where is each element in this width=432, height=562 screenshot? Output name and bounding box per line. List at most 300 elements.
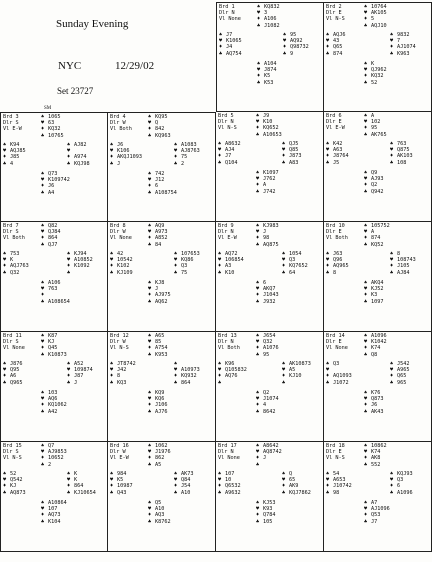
vulnerability-label: Vl None bbox=[218, 455, 240, 461]
date-label: 12/29/02 bbox=[115, 60, 155, 72]
diamond-icon: ♦ bbox=[256, 402, 260, 409]
north-hand bbox=[148, 443, 171, 468]
card-holding: 6 bbox=[263, 280, 267, 286]
spade-icon: ♠ bbox=[364, 170, 368, 176]
heart-icon: ♥ bbox=[148, 286, 152, 293]
west-hand bbox=[110, 142, 142, 167]
card-holding: A7 bbox=[371, 500, 378, 506]
card-holding: A974 bbox=[74, 154, 87, 161]
card-holding: AJ93 bbox=[371, 176, 384, 183]
club-icon: ♣ bbox=[257, 22, 261, 29]
diamond-icon: ♦ bbox=[256, 512, 260, 519]
west-hand bbox=[219, 32, 242, 57]
board-number: Brd 10 bbox=[326, 223, 345, 229]
diamond-icon: ♦ bbox=[110, 483, 114, 490]
card-holding: J1043 bbox=[263, 292, 279, 299]
diamond-icon: ♦ bbox=[41, 402, 45, 409]
card-holding: K10 bbox=[225, 269, 235, 276]
card-holding: J9 bbox=[263, 113, 270, 119]
spade-icon: ♠ bbox=[364, 280, 368, 286]
spade-icon: ♠ bbox=[282, 251, 286, 257]
card-holding: A106 bbox=[48, 280, 61, 286]
card-holding: 98 bbox=[333, 489, 340, 496]
spade-icon: ♠ bbox=[364, 390, 368, 396]
board-header bbox=[3, 443, 22, 461]
club-icon: ♣ bbox=[41, 241, 45, 248]
heart-icon: ♥ bbox=[41, 229, 45, 236]
board-header bbox=[219, 4, 241, 22]
card-holding: K3 bbox=[371, 292, 378, 299]
card-holding: 965 bbox=[397, 379, 407, 386]
card-holding: K87 bbox=[48, 333, 58, 339]
card-holding: AQ9 bbox=[155, 223, 165, 229]
card-holding: J1074 bbox=[263, 396, 279, 403]
west-hand bbox=[3, 361, 23, 386]
club-icon: ♣ bbox=[174, 160, 178, 167]
vulnerability-label: Vl None bbox=[219, 16, 241, 22]
south-hand bbox=[257, 61, 277, 86]
spade-icon: ♠ bbox=[326, 32, 330, 38]
south-hand bbox=[41, 500, 67, 525]
diamond-icon: ♦ bbox=[256, 235, 260, 242]
board-number: Brd 3 bbox=[3, 114, 19, 120]
card-holding: K10 bbox=[263, 119, 273, 126]
card-holding: AQ875 bbox=[263, 241, 279, 248]
spade-icon: ♠ bbox=[174, 142, 178, 148]
club-icon: ♣ bbox=[256, 188, 260, 195]
card-holding: A653 bbox=[333, 477, 346, 484]
card-holding: AK8 bbox=[371, 455, 381, 462]
heart-icon: ♥ bbox=[174, 477, 178, 484]
dealer-label: Dlr S bbox=[3, 339, 19, 345]
dealer-label: Dlr E bbox=[326, 10, 342, 16]
spade-icon: ♠ bbox=[41, 171, 45, 177]
spade-icon: ♠ bbox=[390, 32, 394, 38]
diamond-icon: ♦ bbox=[218, 483, 222, 490]
spade-icon: ♠ bbox=[364, 443, 368, 449]
card-holding: 109874 bbox=[74, 367, 93, 374]
card-holding: KQ7652 bbox=[289, 263, 308, 270]
card-holding: 552 bbox=[371, 461, 381, 468]
north-hand bbox=[256, 223, 279, 248]
card-holding: J876 bbox=[10, 361, 23, 367]
club-icon: ♣ bbox=[256, 518, 260, 525]
card-holding: K953 bbox=[155, 351, 168, 358]
spade-icon: ♠ bbox=[41, 280, 45, 286]
card-holding: A3 bbox=[225, 263, 232, 270]
card-holding: A1076 bbox=[263, 345, 279, 352]
vulnerability-label: Vl Both bbox=[3, 235, 25, 241]
card-holding: Q85 bbox=[289, 147, 299, 154]
card-holding: 742 bbox=[155, 171, 165, 177]
south-hand bbox=[256, 280, 279, 305]
heart-icon: ♥ bbox=[326, 38, 330, 45]
dealer-label: Dlr N bbox=[218, 339, 234, 345]
east-hand bbox=[282, 251, 308, 276]
club-icon: ♣ bbox=[218, 489, 222, 496]
card-holding: 107 bbox=[225, 471, 235, 477]
south-hand bbox=[364, 390, 384, 415]
club-icon: ♣ bbox=[218, 379, 222, 386]
spade-icon: ♠ bbox=[364, 61, 368, 67]
spade-icon: ♠ bbox=[326, 141, 330, 147]
card-holding: 64 bbox=[289, 269, 296, 276]
club-icon: ♣ bbox=[174, 379, 178, 386]
diamond-icon: ♦ bbox=[364, 73, 368, 80]
diamond-icon: ♦ bbox=[148, 235, 152, 242]
diamond-icon: ♦ bbox=[326, 263, 330, 270]
vulnerability-label: Vl N-S bbox=[326, 455, 345, 461]
card-holding: QJ962 bbox=[371, 67, 387, 74]
board-header bbox=[218, 443, 240, 461]
card-holding: A104 bbox=[264, 61, 277, 67]
club-icon: ♣ bbox=[219, 50, 223, 57]
club-icon: ♣ bbox=[110, 489, 114, 496]
card-holding: 108 bbox=[397, 159, 407, 166]
card-holding: J12 bbox=[155, 177, 165, 184]
card-holding: J6 bbox=[117, 142, 124, 148]
card-holding: AJ82 bbox=[74, 142, 87, 148]
spade-icon: ♠ bbox=[390, 251, 394, 257]
heart-icon: ♥ bbox=[174, 367, 178, 374]
heart-icon: ♥ bbox=[148, 177, 152, 184]
card-holding: AQ754 bbox=[226, 50, 242, 57]
card-holding: AQJ763 bbox=[10, 263, 29, 270]
club-icon: ♣ bbox=[148, 132, 152, 139]
club-icon: ♣ bbox=[282, 489, 286, 496]
club-icon: ♣ bbox=[256, 351, 260, 358]
card-holding: A5 bbox=[155, 461, 162, 468]
heart-icon: ♥ bbox=[256, 229, 260, 236]
west-hand bbox=[326, 361, 352, 386]
heart-icon: ♥ bbox=[364, 339, 368, 346]
card-holding: J8764 bbox=[333, 153, 349, 160]
spade-icon: ♠ bbox=[218, 141, 222, 147]
card-holding: J5 bbox=[333, 159, 340, 166]
club-icon: ♣ bbox=[364, 131, 368, 138]
diamond-icon: ♦ bbox=[256, 182, 260, 189]
diamond-icon: ♦ bbox=[256, 345, 260, 352]
heart-icon: ♥ bbox=[364, 396, 368, 403]
card-holding: 10765 bbox=[48, 132, 64, 139]
card-holding: Q43 bbox=[117, 489, 127, 496]
card-holding: K74 bbox=[371, 345, 381, 352]
card-holding: AJ84 bbox=[397, 269, 410, 276]
card-holding: 2 bbox=[181, 160, 185, 167]
east-hand bbox=[282, 141, 302, 166]
east-hand bbox=[390, 251, 416, 276]
diamond-icon: ♦ bbox=[148, 402, 152, 409]
card-holding: 95 bbox=[371, 125, 378, 132]
board-17 bbox=[216, 442, 324, 552]
south-hand bbox=[41, 171, 70, 196]
dealer-label: Dlr E bbox=[326, 449, 342, 455]
card-holding: K109742 bbox=[48, 177, 70, 184]
card-holding: K5 bbox=[264, 73, 271, 80]
spade-icon: ♠ bbox=[41, 223, 45, 229]
card-holding: KJ10 bbox=[289, 373, 302, 380]
card-holding: KQJ93 bbox=[397, 471, 413, 477]
card-holding: 9 bbox=[290, 50, 294, 57]
diamond-icon: ♦ bbox=[364, 512, 368, 519]
card-holding: J63 bbox=[333, 251, 343, 257]
card-holding: 84 bbox=[155, 241, 162, 248]
card-holding: J85 bbox=[10, 154, 20, 161]
diamond-icon: ♦ bbox=[364, 125, 368, 132]
club-icon: ♣ bbox=[256, 461, 260, 468]
spade-icon: ♠ bbox=[257, 61, 261, 67]
dealer-label: Dlr W bbox=[110, 339, 126, 345]
card-holding: A108654 bbox=[48, 298, 70, 305]
spade-icon: ♠ bbox=[148, 114, 152, 120]
diamond-icon: ♦ bbox=[282, 373, 286, 380]
club-icon: ♣ bbox=[67, 379, 71, 386]
vulnerability-label: Vl None bbox=[3, 345, 25, 351]
card-holding: A8642 bbox=[263, 443, 279, 449]
heart-icon: ♥ bbox=[174, 257, 178, 264]
card-holding: 1062 bbox=[155, 443, 168, 449]
vulnerability-label: Vl E-W bbox=[3, 126, 22, 132]
north-hand bbox=[364, 113, 387, 138]
diamond-icon: ♦ bbox=[257, 73, 261, 80]
heart-icon: ♥ bbox=[148, 229, 152, 236]
event-title: Sunday Evening bbox=[56, 18, 129, 30]
board-number: Brd 16 bbox=[110, 443, 129, 449]
card-holding: AKQ7 bbox=[263, 286, 276, 293]
club-icon: ♣ bbox=[257, 79, 261, 86]
card-holding: 42 bbox=[117, 251, 124, 257]
west-hand bbox=[3, 251, 29, 276]
card-holding: AQ92 bbox=[290, 38, 303, 45]
diamond-icon: ♦ bbox=[41, 235, 45, 242]
diamond-icon: ♦ bbox=[41, 292, 45, 299]
card-holding: Q65 bbox=[333, 44, 343, 51]
board-3 bbox=[0, 112, 108, 222]
west-hand bbox=[218, 361, 247, 386]
city-label: NYC bbox=[58, 60, 82, 72]
card-holding: 63 bbox=[48, 120, 55, 127]
club-icon: ♣ bbox=[390, 159, 394, 166]
spade-icon: ♠ bbox=[110, 142, 114, 148]
club-icon: ♣ bbox=[148, 189, 152, 196]
vulnerability-label: Vl N-S bbox=[3, 455, 22, 461]
club-icon: ♣ bbox=[256, 298, 260, 305]
card-holding: K106 bbox=[117, 148, 130, 155]
card-holding: AK43 bbox=[371, 408, 384, 415]
heart-icon: ♥ bbox=[67, 477, 71, 484]
club-icon: ♣ bbox=[218, 269, 222, 276]
card-holding: KJ52 bbox=[371, 286, 384, 293]
card-holding: QJ5 bbox=[289, 141, 299, 147]
card-holding: AQJ10 bbox=[371, 22, 387, 29]
north-hand bbox=[41, 223, 61, 248]
card-holding: 52 bbox=[10, 471, 17, 477]
heart-icon: ♥ bbox=[148, 506, 152, 513]
spade-icon: ♠ bbox=[256, 280, 260, 286]
diamond-icon: ♦ bbox=[282, 263, 286, 270]
north-hand bbox=[364, 223, 390, 248]
club-icon: ♣ bbox=[364, 79, 368, 86]
card-holding: K94 bbox=[10, 142, 20, 148]
board-header bbox=[326, 223, 348, 241]
diamond-icon: ♦ bbox=[3, 263, 7, 270]
east-hand bbox=[282, 471, 311, 496]
spade-icon: ♠ bbox=[110, 471, 114, 477]
club-icon: ♣ bbox=[364, 408, 368, 415]
spade-icon: ♠ bbox=[3, 471, 7, 477]
card-holding: Q6532 bbox=[225, 483, 241, 490]
club-icon: ♣ bbox=[364, 518, 368, 525]
card-holding: K76 bbox=[371, 390, 381, 396]
spade-icon: ♠ bbox=[218, 361, 222, 367]
card-holding: AJ8763 bbox=[181, 148, 200, 155]
board-header bbox=[110, 114, 132, 132]
card-holding: 75 bbox=[181, 269, 188, 276]
board-header bbox=[326, 4, 345, 22]
card-holding: 108743 bbox=[397, 257, 416, 264]
card-holding: A1096 bbox=[371, 333, 387, 339]
heart-icon: ♥ bbox=[41, 449, 45, 456]
vulnerability-label: Vl N-S bbox=[326, 16, 345, 22]
east-hand bbox=[390, 141, 413, 166]
heart-icon: ♥ bbox=[282, 367, 286, 374]
card-holding: AK105 bbox=[371, 10, 387, 17]
diamond-icon: ♦ bbox=[3, 483, 7, 490]
vulnerability-label: Vl None bbox=[110, 235, 132, 241]
card-holding: K10873 bbox=[48, 351, 67, 358]
south-hand bbox=[364, 500, 390, 525]
card-holding: AK10873 bbox=[289, 361, 311, 367]
club-icon: ♣ bbox=[256, 241, 260, 248]
card-holding: KQ963 bbox=[155, 132, 171, 139]
diamond-icon: ♦ bbox=[364, 402, 368, 409]
card-holding: AJ1074 bbox=[397, 44, 416, 51]
card-holding: Q53 bbox=[371, 512, 381, 519]
south-hand bbox=[148, 500, 171, 525]
card-holding: J42 bbox=[117, 367, 127, 374]
spade-icon: ♠ bbox=[390, 361, 394, 367]
card-holding: Q3 bbox=[397, 477, 404, 484]
heart-icon: ♥ bbox=[390, 477, 394, 484]
south-hand bbox=[256, 170, 279, 195]
diamond-icon: ♦ bbox=[218, 263, 222, 270]
board-9 bbox=[216, 222, 324, 332]
heart-icon: ♥ bbox=[41, 120, 45, 127]
card-holding: 763 bbox=[48, 286, 58, 293]
card-holding: K93 bbox=[263, 506, 273, 513]
diamond-icon: ♦ bbox=[41, 345, 45, 352]
heart-icon: ♥ bbox=[364, 176, 368, 183]
heart-icon: ♥ bbox=[390, 38, 394, 45]
spade-icon: ♠ bbox=[41, 114, 45, 120]
card-holding: 85 bbox=[155, 339, 162, 346]
card-holding: KQ9 bbox=[155, 390, 165, 396]
board-number: Brd 5 bbox=[218, 113, 234, 119]
card-holding: AJ4 bbox=[225, 147, 235, 154]
diamond-icon: ♦ bbox=[218, 153, 222, 160]
card-holding: 106854 bbox=[225, 257, 244, 264]
spade-icon: ♠ bbox=[148, 171, 152, 177]
card-holding: JT8742 bbox=[117, 361, 136, 367]
club-icon: ♣ bbox=[110, 379, 114, 386]
card-holding: Q873 bbox=[371, 396, 384, 403]
board-11 bbox=[0, 332, 108, 442]
west-hand bbox=[326, 471, 352, 496]
card-holding: A10852 bbox=[74, 257, 93, 264]
board-number: Brd 13 bbox=[218, 333, 237, 339]
club-icon: ♣ bbox=[364, 188, 368, 195]
diamond-icon: ♦ bbox=[256, 125, 260, 132]
card-holding: 107 bbox=[48, 506, 58, 513]
card-holding: KQ32 bbox=[48, 126, 61, 133]
card-holding: KQ832 bbox=[264, 4, 280, 10]
diamond-icon: ♦ bbox=[326, 44, 330, 51]
club-icon: ♣ bbox=[364, 298, 368, 305]
diamond-icon: ♦ bbox=[326, 483, 330, 490]
card-holding: Q542 bbox=[10, 477, 23, 484]
dealer-label: Dlr E bbox=[326, 119, 342, 125]
heart-icon: ♥ bbox=[282, 257, 286, 264]
heart-icon: ♥ bbox=[67, 148, 71, 155]
club-icon: ♣ bbox=[41, 518, 45, 525]
diamond-icon: ♦ bbox=[3, 373, 7, 380]
spade-icon: ♠ bbox=[256, 443, 260, 449]
vulnerability-label: Vl Both bbox=[218, 345, 240, 351]
diamond-icon: ♦ bbox=[148, 345, 152, 352]
club-icon: ♣ bbox=[41, 351, 45, 358]
diamond-icon: ♦ bbox=[326, 153, 330, 160]
east-hand bbox=[282, 361, 311, 386]
set-sub-label: SM bbox=[44, 106, 52, 111]
vulnerability-label: Vl E-W bbox=[326, 125, 345, 131]
card-holding: Q32 bbox=[10, 269, 20, 276]
card-holding: AQJ6 bbox=[333, 32, 346, 38]
heart-icon: ♥ bbox=[326, 477, 330, 484]
card-holding: KJ983 bbox=[263, 223, 279, 229]
card-holding: K102 bbox=[117, 263, 130, 270]
card-holding: J7 bbox=[225, 153, 232, 160]
card-holding: 10542 bbox=[117, 257, 133, 264]
card-holding: J6 bbox=[371, 402, 378, 409]
spade-icon: ♠ bbox=[67, 361, 71, 367]
club-icon: ♣ bbox=[41, 132, 45, 139]
card-holding: 54 bbox=[333, 471, 340, 477]
card-holding: K104 bbox=[48, 518, 61, 525]
west-hand bbox=[110, 361, 136, 386]
card-holding: Q875 bbox=[397, 147, 410, 154]
card-holding: 8642 bbox=[263, 408, 276, 415]
spade-icon: ♠ bbox=[256, 223, 260, 229]
west-hand bbox=[110, 251, 133, 276]
dealer-label: Dlr S bbox=[3, 120, 19, 126]
spade-icon: ♠ bbox=[256, 390, 260, 396]
diamond-icon: ♦ bbox=[41, 183, 45, 190]
card-holding: J87 bbox=[74, 373, 84, 380]
diamond-icon: ♦ bbox=[390, 263, 394, 270]
club-icon: ♣ bbox=[326, 379, 330, 386]
board-8 bbox=[108, 222, 216, 332]
club-icon: ♣ bbox=[326, 269, 330, 276]
heart-icon: ♥ bbox=[326, 257, 330, 264]
club-icon: ♣ bbox=[174, 489, 178, 496]
diamond-icon: ♦ bbox=[326, 373, 330, 380]
card-holding: KQ95 bbox=[155, 114, 168, 120]
heart-icon: ♥ bbox=[390, 147, 394, 154]
card-holding: Q5 bbox=[155, 500, 162, 506]
spade-icon: ♠ bbox=[110, 361, 114, 367]
diamond-icon: ♦ bbox=[174, 373, 178, 380]
card-holding: 1054 bbox=[289, 251, 302, 257]
